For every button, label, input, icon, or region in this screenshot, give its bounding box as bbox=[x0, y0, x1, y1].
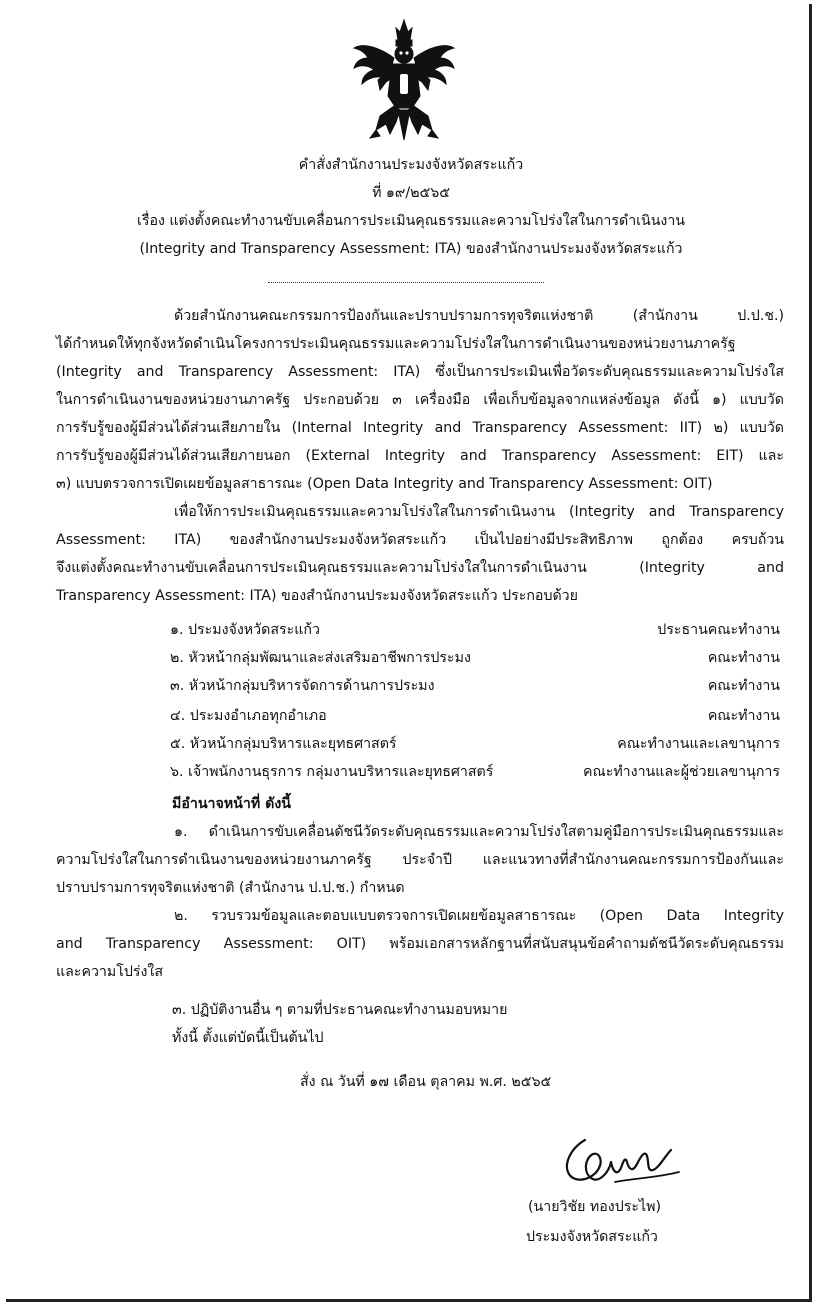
member-row bbox=[170, 675, 780, 693]
duty-1-line: ปราบปรามการทุจริตแห่งชาติ (สำนักงาน ป.ป.ช.) กำหนด bbox=[56, 880, 405, 896]
member-role: คณะทำงานและผู้ช่วยเลขานุการ bbox=[583, 764, 780, 780]
member-role: คณะทำงาน bbox=[707, 678, 780, 694]
duty-2-line: and Transparency Assessment: OIT) พร้อมเอกสารหลักฐานที่สนับสนุนข้อคำถามดัชนีวัดระดับคุณธรรม bbox=[56, 936, 784, 952]
duties-heading: มีอำนาจหน้าที่ ดังนี้ bbox=[172, 796, 291, 812]
duty-1-line: ความโปร่งใสในการดำเนินงานของหน่วยงานภาครัฐ ประจำปี และแนวทางที่สำนักงานคณะกรรมการป้องกันและ bbox=[56, 852, 784, 868]
separator-dotted-line bbox=[268, 282, 544, 283]
member-row bbox=[170, 647, 780, 665]
member-name: ๔. ประมงอำเภอทุกอำเภอ bbox=[170, 708, 327, 724]
paragraph-1-line: การรับรู้ของผู้มีส่วนได้ส่วนเสียภายใน (Internal Integrity and Transparency Assessment: IIT) ๒) แบบวัด bbox=[56, 420, 784, 436]
member-row bbox=[170, 733, 780, 751]
member-role: คณะทำงาน bbox=[707, 650, 780, 666]
subject-line-1: เรื่อง แต่งตั้งคณะทำงานขับเคลื่อนการประเมินคุณธรรมและความโปร่งใสในการดำเนินงาน bbox=[136, 213, 686, 229]
paragraph-1-line: ได้กำหนดให้ทุกจังหวัดดำเนินโครงการประเมินคุณธรรมและความโปร่งใสในการดำเนินงานของหน่วยงานภาครัฐ bbox=[56, 336, 736, 352]
duty-2-line: และความโปร่งใส bbox=[56, 964, 163, 980]
handwritten-signature-icon bbox=[555, 1122, 695, 1197]
duty-2-line: ๒. รวบรวมข้อมูลและตอบแบบตรวจการเปิดเผยข้อมูลสาธารณะ (Open Data Integrity bbox=[174, 908, 784, 924]
garuda-emblem-icon bbox=[350, 18, 458, 146]
member-name: ๑. ประมงจังหวัดสระแก้ว bbox=[170, 622, 320, 638]
member-name: ๒. หัวหน้ากลุ่มพัฒนาและส่งเสริมอาชีพการประมง bbox=[170, 650, 471, 666]
signer-name: (นายวิชัย ทองประไพ) bbox=[528, 1199, 662, 1215]
member-name: ๕. หัวหน้ากลุ่มบริหารและยุทธศาสตร์ bbox=[170, 736, 397, 752]
order-date: สั่ง ณ วันที่ ๑๗ เดือน ตุลาคม พ.ศ. ๒๕๖๕ bbox=[300, 1074, 552, 1090]
member-name: ๓. หัวหน้ากลุ่มบริหารจัดการด้านการประมง bbox=[170, 678, 435, 694]
paragraph-2-line: Transparency Assessment: ITA) ของสำนักงานประมงจังหวัดสระแก้ว ประกอบด้วย bbox=[56, 588, 578, 604]
duty-1-line: ๑. ดำเนินการขับเคลื่อนดัชนีวัดระดับคุณธรรมและความโปร่งใสตามคู่มือการประเมินคุณธรรมและ bbox=[174, 824, 784, 840]
member-role: ประธานคณะทำงาน bbox=[657, 622, 780, 638]
member-row bbox=[170, 619, 780, 637]
effective-statement: ทั้งนี้ ตั้งแต่บัดนี้เป็นต้นไป bbox=[172, 1030, 324, 1046]
paragraph-1-line: การรับรู้ของผู้มีส่วนได้ส่วนเสียภายนอก (External Integrity and Transparency Assessment: EIT) และ bbox=[56, 448, 784, 464]
order-number: ที่ ๑๙/๒๕๖๕ bbox=[372, 185, 450, 201]
paragraph-2-line: เพื่อให้การประเมินคุณธรรมและความโปร่งใสในการดำเนินงาน (Integrity and Transparency bbox=[174, 504, 784, 520]
paragraph-1-line: ด้วยสำนักงานคณะกรรมการป้องกันและปราบปรามการทุจริตแห่งชาติ (สำนักงาน ป.ป.ช.) bbox=[174, 308, 784, 324]
duty-3: ๓. ปฏิบัติงานอื่น ๆ ตามที่ประธานคณะทำงานมอบหมาย bbox=[172, 1002, 508, 1018]
signer-position: ประมงจังหวัดสระแก้ว bbox=[526, 1229, 658, 1245]
member-name: ๖. เจ้าพนักงานธุรการ กลุ่มงานบริหารและยุทธศาสตร์ bbox=[170, 764, 494, 780]
paragraph-1-line: (Integrity and Transparency Assessment: ITA) ซึ่งเป็นการประเมินเพื่อวัดระดับคุณธรรมและความโปร่งใส bbox=[56, 364, 784, 380]
subject-line-2: (Integrity and Transparency Assessment: ITA) ของสำนักงานประมงจังหวัดสระแก้ว bbox=[139, 241, 683, 257]
paragraph-2-line: Assessment: ITA) ของสำนักงานประมงจังหวัดสระแก้ว เป็นไปอย่างมีประสิทธิภาพ ถูกต้อง ครบถ้วน bbox=[56, 532, 784, 548]
paragraph-2-line: จึงแต่งตั้งคณะทำงานขับเคลื่อนการประเมินคุณธรรมและความโปร่งใสในการดำเนินงาน (Integrity and bbox=[56, 560, 784, 576]
member-role: คณะทำงาน bbox=[707, 708, 780, 724]
order-title: คำสั่งสำนักงานประมงจังหวัดสระแก้ว bbox=[298, 157, 524, 173]
paragraph-1-line: ในการดำเนินงานของหน่วยงานภาครัฐ ประกอบด้วย ๓ เครื่องมือ เพื่อเก็บข้อมูลจากแหล่งข้อมูล ดังนี้ ๑) แบบวัด bbox=[56, 392, 784, 408]
member-row bbox=[170, 761, 780, 779]
member-row bbox=[170, 705, 780, 723]
paragraph-1-line: ๓) แบบตรวจการเปิดเผยข้อมูลสาธารณะ (Open Data Integrity and Transparency Assessment: OIT) bbox=[56, 476, 713, 492]
member-role: คณะทำงานและเลขานุการ bbox=[617, 736, 780, 752]
